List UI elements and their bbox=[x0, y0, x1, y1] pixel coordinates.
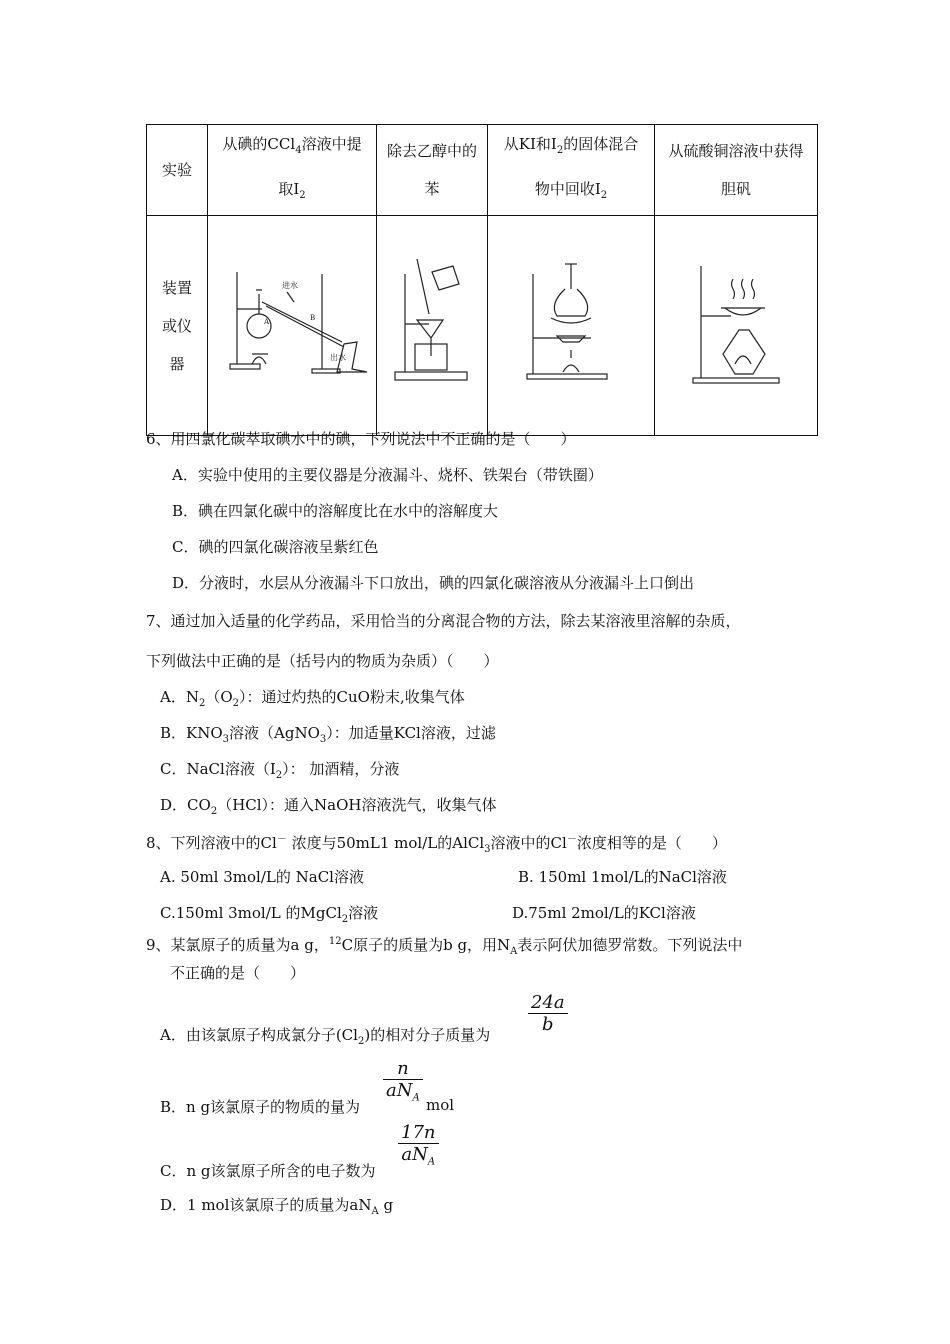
q8-option-b: B. 150ml 1mol/L的NaCl溶液 bbox=[518, 868, 727, 886]
header-get-vitriol: 从硫酸铜溶液中获得 胆矾 bbox=[655, 125, 818, 216]
q6-option-a: A．实验中使用的主要仪器是分液漏斗、烧杯、铁架台（带铁圈） bbox=[172, 466, 603, 484]
q9-option-d: D．1 mol该氯原子的质量为$aN_A$ g bbox=[160, 1196, 394, 1217]
q6-option-c: C．碘的四氯化碳溶液呈紫红色 bbox=[172, 538, 379, 556]
sublimation-apparatus-figure bbox=[488, 216, 655, 436]
svg-text:进水: 进水 bbox=[282, 280, 298, 290]
header-extract-iodine: 从碘的CCl$_4$溶液中提 取$I_2$ bbox=[208, 125, 377, 216]
q7-option-b: B．$KNO_3$溶液（AgNO$_3$）：加适量KCl溶液，过滤 bbox=[160, 724, 496, 745]
q8-option-d: D.75ml 2mol/L的KCl溶液 bbox=[512, 904, 696, 922]
q6-option-d: D．分液时，水层从分液漏斗下口放出，碘的四氯化碳溶液从分液漏斗上口倒出 bbox=[172, 574, 695, 592]
q9-option-c: C．n g该氯原子所含的电子数为 bbox=[160, 1162, 376, 1180]
filtration-apparatus-figure bbox=[377, 216, 488, 436]
row-head-apparatus: 装置 或仪 器 bbox=[147, 216, 208, 436]
q7-stem-line1: 7、通过加入适量的化学药品，采用恰当的分离混合物的方法，除去某溶液里溶解的杂质， bbox=[146, 612, 741, 630]
q6-option-b: B．碘在四氯化碳中的溶解度比在水中的溶解度大 bbox=[172, 502, 499, 520]
distillation-svg bbox=[212, 264, 372, 384]
q9-option-b: B．n g该氯原子的物质的量为 bbox=[160, 1098, 361, 1116]
filtration-svg bbox=[387, 254, 477, 394]
header-remove-benzene: 除去乙醇中的 苯 bbox=[377, 125, 488, 216]
svg-text:出水: 出水 bbox=[330, 352, 346, 362]
q8-option-c: C.150ml 3mol/L 的MgCl$_2$溶液 bbox=[160, 904, 379, 925]
svg-text:A: A bbox=[264, 317, 270, 326]
q8-stem: 8、下列溶液中的Cl－ 浓度与50mL1 mol/L的AlCl$_3$溶液中的Cl－浓度相等的是（ ） bbox=[146, 834, 727, 855]
row-head-experiment: 实验 bbox=[147, 125, 208, 216]
q7-option-d: D．$CO_2(HCl)$：通入NaOH溶液洗气，收集气体 bbox=[160, 796, 497, 817]
q9-option-a: A．由该氯原子构成氯分子$(Cl_2)$的相对分子质量为 bbox=[160, 1026, 491, 1047]
q9-option-a-fraction: $\frac{24a}{b}$ bbox=[528, 992, 568, 1035]
evaporation-apparatus-figure bbox=[655, 216, 818, 436]
q9-stem-line1: 9、某氯原子的质量为a g，$^{12}$C原子的质量为b g，用$N_A$表示阿伏加德罗常数。下列说法中 bbox=[146, 936, 743, 957]
q9-option-c-fraction: 17n $aN_A$ bbox=[398, 1122, 439, 1168]
q8-option-a: A. 50ml 3mol/L的 NaCl溶液 bbox=[160, 868, 364, 886]
svg-text:B: B bbox=[310, 313, 316, 322]
q9-stem-line2: 不正确的是（ ） bbox=[170, 964, 306, 982]
q7-option-a: A．$N_2(O_2)$：通过灼热的CuO粉末,收集气体 bbox=[160, 688, 465, 709]
sublimation-svg bbox=[521, 254, 621, 394]
q7-option-c: C．NaCl溶液$(I_2)$： 加酒精，分液 bbox=[160, 760, 400, 781]
distillation-apparatus-figure bbox=[208, 216, 377, 436]
q7-stem-line2: 下列做法中正确的是（括号内的物质为杂质）（ ） bbox=[146, 652, 499, 670]
header-recover-iodine: 从KI和$I_2$的固体混合 物中回收$I_2$ bbox=[488, 125, 655, 216]
q9-option-b-fraction: n $aN_A$ bbox=[383, 1058, 423, 1104]
evaporation-svg bbox=[681, 254, 791, 394]
experiment-table bbox=[146, 124, 818, 436]
q9-option-b-unit: mol bbox=[426, 1096, 455, 1114]
q6-stem: 6、用四氯化碳萃取碘水中的碘，下列说法中不正确的是（ ） bbox=[146, 430, 576, 448]
